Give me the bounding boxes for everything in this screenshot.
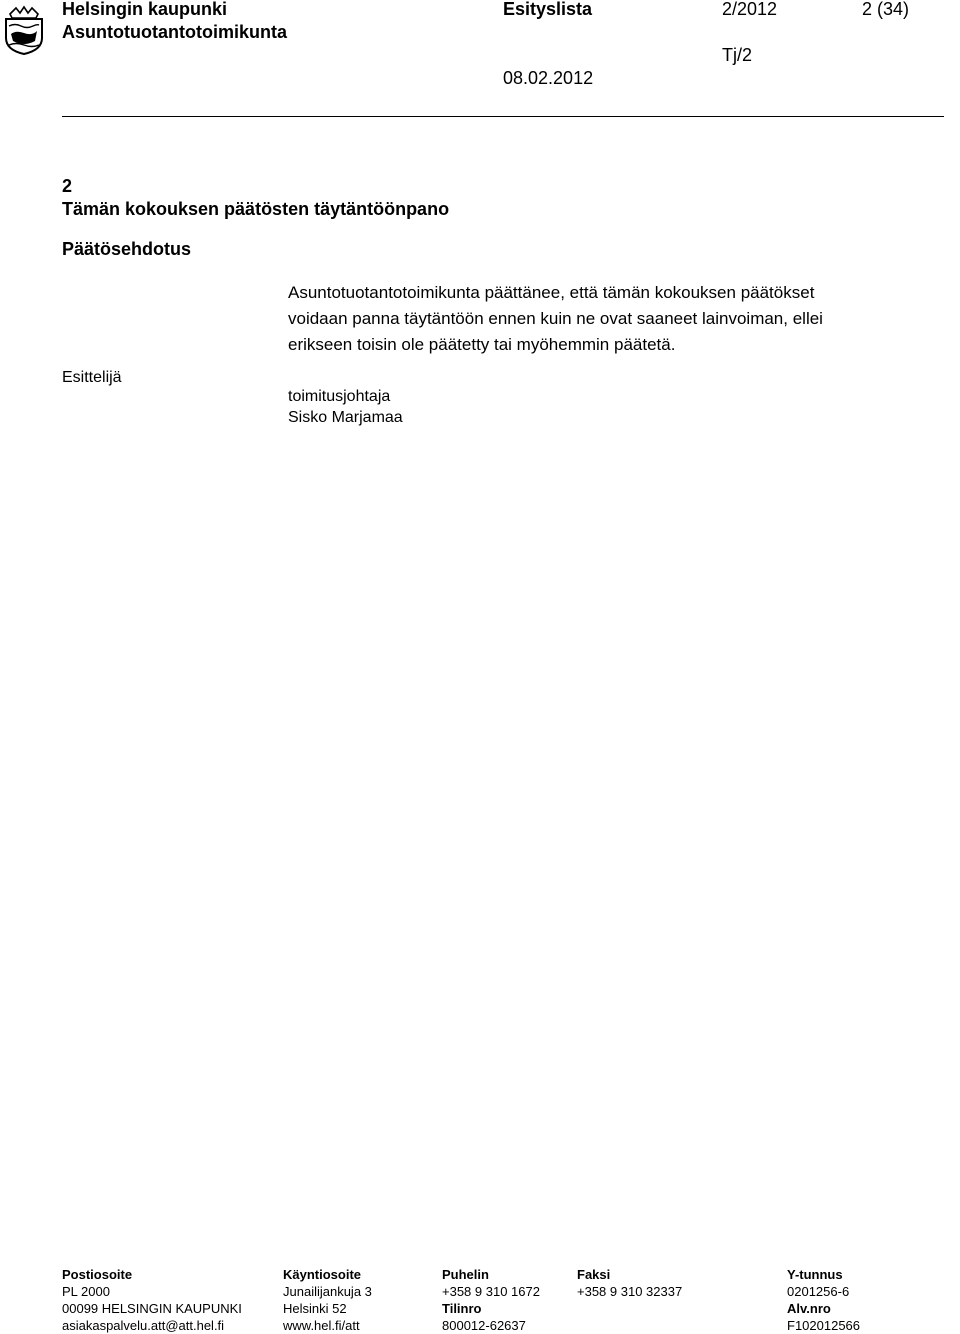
footer-phone: +358 9 310 1672 — [442, 1284, 540, 1299]
footer-postal-column — [62, 1266, 242, 1334]
proposal-line: Asuntotuotantotoimikunta päättänee, että tämän kokouksen päätökset — [288, 283, 815, 302]
footer-vat-heading: Alv.nro — [787, 1301, 831, 1316]
header-rule — [62, 116, 944, 117]
meeting-date: 08.02.2012 — [503, 68, 594, 88]
footer-visit-heading: Käyntiosoite — [283, 1267, 362, 1282]
presenter-label: Esittelijä — [62, 369, 122, 386]
doc-number: 2/2012 — [722, 0, 778, 19]
dept-name: Asuntotuotantotoimikunta — [62, 22, 287, 42]
footer-website: www.hel.fi/att — [283, 1318, 360, 1333]
footer-visit-street: Junailijankuja 3 — [283, 1284, 372, 1299]
footer-phone-heading: Puhelin — [442, 1267, 489, 1282]
footer-account-heading: Tilinro — [442, 1301, 482, 1316]
helsinki-crest-logo — [2, 4, 46, 56]
footer-email: asiakaspalvelu.att@att.hel.fi — [62, 1318, 225, 1333]
footer-visit-city: Helsinki 52 — [283, 1301, 347, 1316]
proposal-line: erikseen toisin ole päätetty tai myöhemmin päätetä. — [288, 335, 676, 354]
footer-vat: F102012566 — [787, 1318, 861, 1333]
presenter-name: Sisko Marjamaa — [288, 409, 403, 426]
footer-phone-column — [442, 1266, 540, 1334]
footer-postal-box: PL 2000 — [62, 1284, 110, 1299]
ref-code: Tj/2 — [722, 45, 753, 65]
item-title: Tämän kokouksen päätösten täytäntöönpano — [62, 199, 450, 219]
footer-visit-column — [283, 1266, 372, 1334]
org-name: Helsingin kaupunki — [62, 0, 228, 19]
footer-business-id: 0201256-6 — [787, 1284, 850, 1299]
proposal-text — [288, 280, 823, 358]
page-number: 2 (34) — [862, 0, 910, 19]
footer-business-id-heading: Y-tunnus — [787, 1267, 843, 1282]
proposal-heading: Päätösehdotus — [62, 239, 192, 259]
doc-type: Esityslista — [503, 0, 593, 19]
footer-postal-heading: Postiosoite — [62, 1267, 133, 1282]
presenter-title: toimitusjohtaja — [288, 388, 391, 405]
footer-fax-heading: Faksi — [577, 1267, 611, 1282]
footer-fax: +358 9 310 32337 — [577, 1284, 683, 1299]
proposal-line: voidaan panna täytäntöön ennen kuin ne ovat saaneet lainvoiman, ellei — [288, 309, 823, 328]
footer-account: 800012-62637 — [442, 1318, 526, 1333]
footer-business-id-column — [787, 1266, 860, 1334]
item-number: 2 — [62, 176, 73, 196]
footer-fax-column — [577, 1266, 682, 1300]
footer-postal-city: 00099 HELSINGIN KAUPUNKI — [62, 1301, 242, 1316]
